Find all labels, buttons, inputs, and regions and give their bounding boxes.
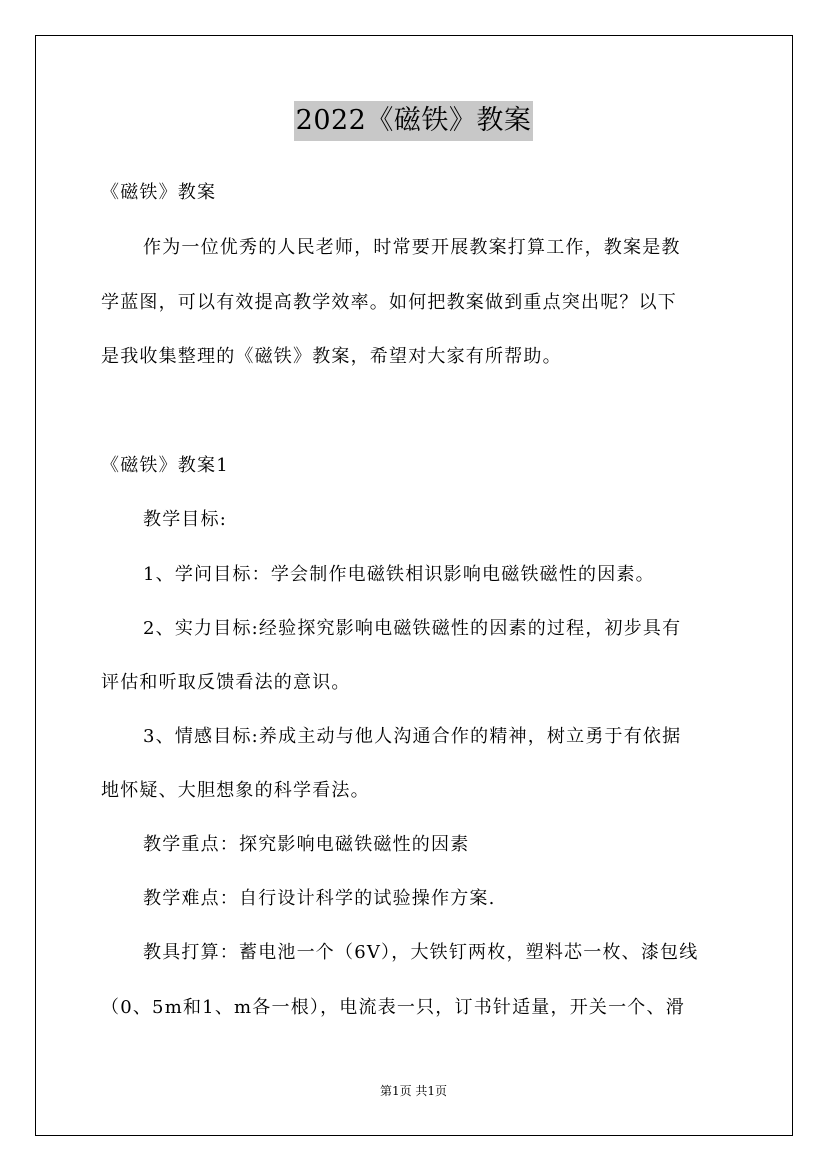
title-container — [0, 101, 827, 141]
paragraph-line: 教学难点：自行设计科学的试验操作方案. — [143, 888, 496, 909]
paragraph-line: 是我收集整理的《磁铁》教案，希望对大家有所帮助。 — [101, 346, 562, 367]
paragraph-line: 教学重点：探究影响电磁铁磁性的因素 — [143, 834, 470, 855]
subtitle-line: 《磁铁》教案 — [101, 182, 217, 203]
paragraph-line: 学蓝图，可以有效提高教学效率。如何把教案做到重点突出呢？以下 — [101, 292, 677, 313]
paragraph-line: 地怀疑、大胆想象的科学看法。 — [101, 780, 370, 801]
section-heading: 《磁铁》教案1 — [101, 455, 229, 476]
document-title: 2022《磁铁》教案 — [294, 101, 534, 141]
paragraph-line: 1、学问目标：学会制作电磁铁相识影响电磁铁磁性的因素。 — [143, 564, 655, 585]
paragraph-line: 3、情感目标:养成主动与他人沟通合作的精神，树立勇于有依据 — [143, 726, 682, 747]
paragraph-line: 2、实力目标:经验探究影响电磁铁磁性的因素的过程，初步具有 — [143, 618, 682, 639]
paragraph-line: 教学目标: — [143, 509, 228, 530]
paragraph-line: 评估和听取反馈看法的意识。 — [101, 672, 351, 693]
page-footer: 第1页 共1页 — [379, 1084, 448, 1098]
paragraph-line: 教具打算：蓄电池一个（6V），大铁钉两枚，塑料芯一枚、漆包线 — [143, 942, 699, 963]
paragraph-line: 作为一位优秀的人民老师，时常要开展教案打算工作，教案是教 — [143, 237, 681, 258]
paragraph-line: （0、5m和1、m各一根），电流表一只，订书针适量，开关一个、滑 — [101, 997, 685, 1018]
